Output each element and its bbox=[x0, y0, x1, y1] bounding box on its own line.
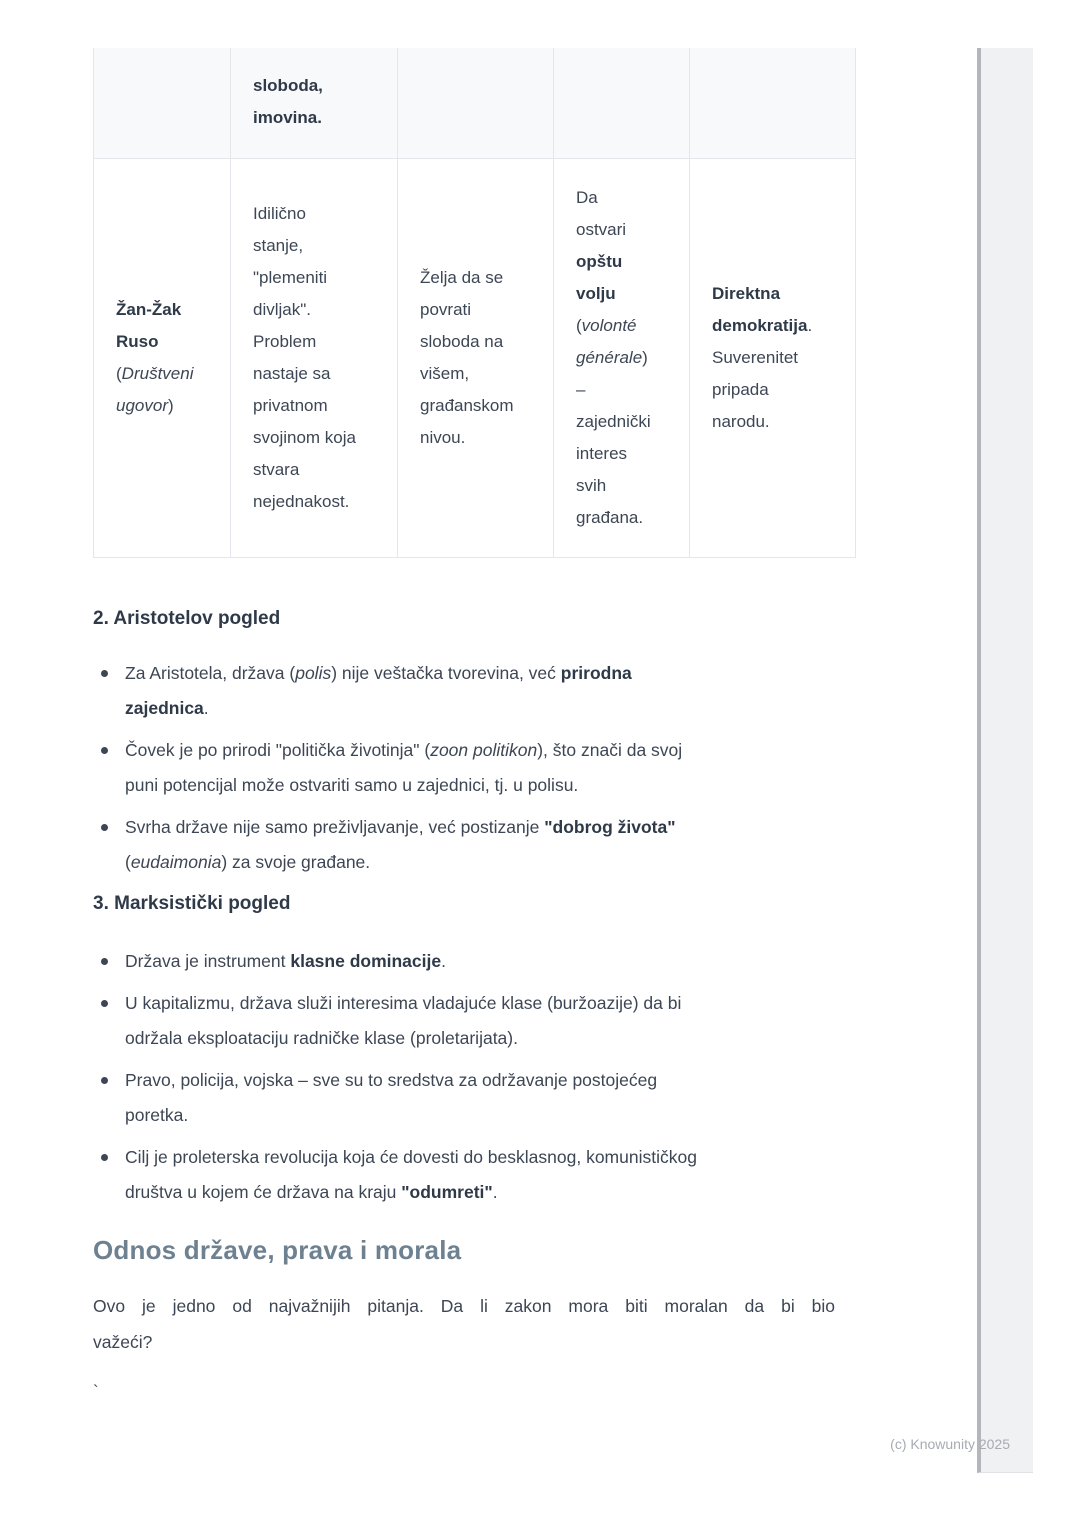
list-item: Cilj je proleterska revolucija koja će dovesti do besklasnog, komunističkog društva u kojem će država na kraju "odumreti". bbox=[93, 1140, 855, 1210]
section-heading-aristotle: 2. Aristotelov pogled bbox=[93, 608, 281, 629]
list-item: Država je instrument klasne dominacije. bbox=[93, 944, 855, 979]
cell-reason: Želja da se povrati sloboda na višem, građanskom nivou. bbox=[398, 159, 554, 558]
cell-natural-state: Idilično stanje, "plemeniti divljak". Problem nastaje sa privatnom svojinom koja stvara nejednakost. bbox=[231, 159, 398, 558]
bullet-dot bbox=[101, 824, 108, 831]
paragraph-line: Ovo je jedno od najvažnijih pitanja. Da li zakon mora biti moralan da bi bio bbox=[93, 1296, 835, 1316]
bullet-dot bbox=[101, 958, 108, 965]
philosophers-comparison-table bbox=[93, 48, 856, 558]
list-item: Za Aristotela, država (polis) nije veštačka tvorevina, već prirodna zajednica. bbox=[93, 656, 855, 726]
stray-backtick: ` bbox=[93, 1382, 99, 1401]
cell-reason bbox=[398, 48, 554, 159]
bullet-dot bbox=[101, 1000, 108, 1007]
list-item: Pravo, policija, vojska – sve su to sredstva za održavanje postojećeg poretka. bbox=[93, 1063, 855, 1133]
document-content bbox=[93, 48, 855, 1402]
cell-philosopher bbox=[94, 48, 231, 159]
cell-government: Direktna demokratija. Suverenitet pripada narodu. bbox=[690, 159, 856, 558]
list-item: U kapitalizmu, država služi interesima vladajuće klase (buržoazije) da bi održala eksploataciju radničke klase (proletarijata). bbox=[93, 986, 855, 1056]
marxist-bullet-list bbox=[93, 944, 855, 1210]
table-row-clipped bbox=[94, 48, 856, 159]
table-row-rousseau bbox=[94, 159, 856, 558]
section-heading-marxist: 3. Marksistički pogled bbox=[93, 893, 291, 914]
lead-paragraph bbox=[93, 1288, 835, 1360]
cell-goal: Da ostvari opštu volju (volonté générale) – zajednički interes svih građana. bbox=[554, 159, 690, 558]
aristotle-bullet-list bbox=[93, 656, 855, 880]
copyright-watermark: (c) Knowunity 2025 bbox=[890, 1436, 1010, 1452]
scrollbar-track[interactable] bbox=[977, 48, 1033, 1473]
list-item: Čovek je po prirodi "politička životinja" (zoon politikon), što znači da svoj puni potencijal može ostvariti samo u zajednici, tj. u polisu. bbox=[93, 733, 855, 803]
cell-government bbox=[690, 48, 856, 159]
bullet-dot bbox=[101, 1154, 108, 1161]
paragraph-line: važeći? bbox=[93, 1332, 153, 1352]
cell-natural-state: sloboda, imovina. bbox=[231, 48, 398, 159]
section-title-state-law-morality: Odnos države, prava i morala bbox=[93, 1235, 462, 1265]
cell-philosopher: Žan-Žak Ruso (Društveni ugovor) bbox=[94, 159, 231, 558]
bullet-dot bbox=[101, 670, 108, 677]
cell-goal bbox=[554, 48, 690, 159]
bullet-dot bbox=[101, 747, 108, 754]
bullet-dot bbox=[101, 1077, 108, 1084]
list-item: Svrha države nije samo preživljavanje, već postizanje "dobrog života" (eudaimonia) za svoje građane. bbox=[93, 810, 855, 880]
